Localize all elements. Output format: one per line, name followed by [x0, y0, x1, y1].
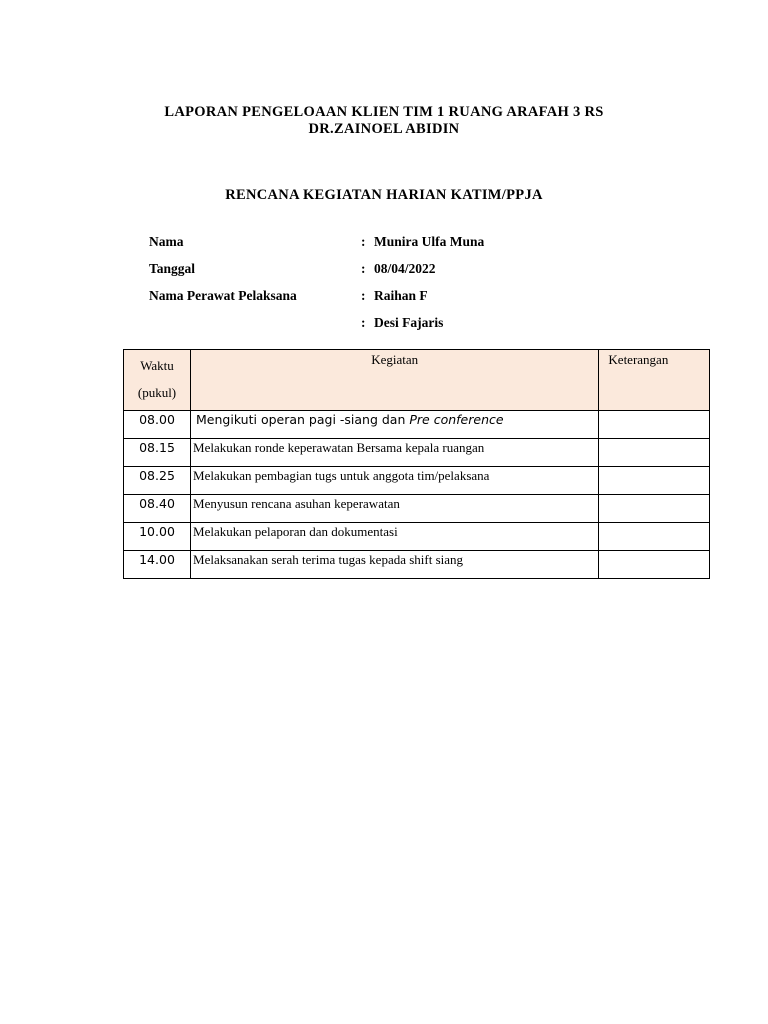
cell-time: 08.15	[124, 439, 191, 467]
activity-text: Mengikuti operan pagi -siang dan	[196, 412, 410, 427]
cell-activity: Melaksanakan serah terima tugas kepada shift siang	[191, 551, 599, 579]
cell-activity: Menyusun rencana asuhan keperawatan	[191, 495, 599, 523]
info-value: Munira Ulfa Muna	[374, 234, 485, 249]
cell-time: 10.00	[124, 523, 191, 551]
cell-note	[599, 439, 710, 467]
cell-time: 08.25	[124, 467, 191, 495]
table-header-row	[124, 350, 710, 411]
cell-note	[599, 467, 710, 495]
cell-time: 14.00	[124, 551, 191, 579]
header-keterangan: Keterangan	[599, 350, 710, 411]
cell-time: 08.40	[124, 495, 191, 523]
table-row	[124, 523, 710, 551]
info-value: Desi Fajaris	[374, 315, 444, 330]
table-row	[124, 467, 710, 495]
cell-activity: Melakukan pembagian tugs untuk anggota tim/pelaksana	[191, 467, 599, 495]
activity-italic-text: Pre conference	[409, 412, 504, 427]
report-title	[0, 104, 768, 138]
cell-note	[599, 495, 710, 523]
info-value: 08/04/2022	[374, 261, 436, 276]
report-subtitle: RENCANA KEGIATAN HARIAN KATIM/PPJA	[225, 187, 543, 203]
cell-activity: Melakukan ronde keperawatan Bersama kepala ruangan	[191, 439, 599, 467]
info-label: Nama Perawat Pelaksana	[149, 288, 297, 303]
cell-activity	[191, 411, 599, 439]
cell-activity: Melakukan pelaporan dan dokumentasi	[191, 523, 599, 551]
info-separator: :	[361, 234, 366, 249]
header-waktu-line1: Waktu	[140, 358, 174, 373]
info-separator: :	[361, 261, 366, 276]
activity-table	[123, 349, 710, 579]
table-row	[124, 439, 710, 467]
cell-note	[599, 411, 710, 439]
info-separator: :	[361, 315, 366, 330]
report-title-line1: LAPORAN PENGELOAAN KLIEN TIM 1 RUANG ARAFAH 3 RS	[164, 104, 604, 120]
header-waktu-line2: (pukul)	[137, 385, 177, 400]
cell-note	[599, 523, 710, 551]
header-waktu	[124, 350, 191, 411]
info-label: Nama	[149, 234, 184, 249]
info-separator: :	[361, 288, 366, 303]
table-row	[124, 411, 710, 439]
table-row	[124, 551, 710, 579]
report-title-line2: DR.ZAINOEL ABIDIN	[308, 121, 460, 137]
header-kegiatan: Kegiatan	[191, 350, 599, 411]
info-value: Raihan F	[374, 288, 428, 303]
cell-note	[599, 551, 710, 579]
info-label: Tanggal	[149, 261, 196, 276]
table-row	[124, 495, 710, 523]
cell-time: 08.00	[124, 411, 191, 439]
